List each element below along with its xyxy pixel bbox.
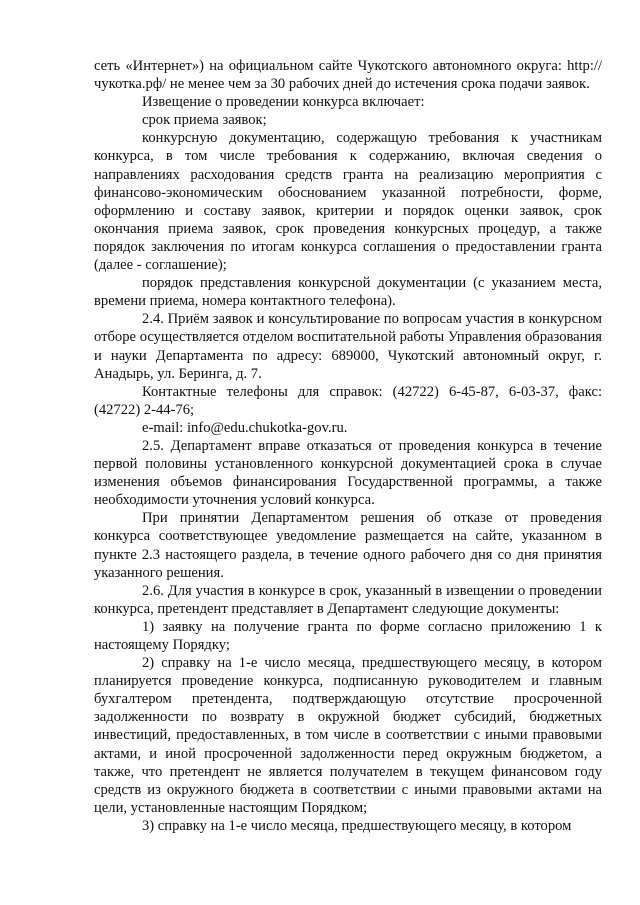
- list-item-debt-certificate: 2) справку на 1-е число месяца, предшествующего месяцу, в котором планируется проведение конкурса, подписанную руководителем и главным бухгалтером претендента, подтверждающую отсутствие просроченной задолженности по возврату в окружной бюджет субсидий, бюджетных инвестиций, предоставленных, в том числе в соответствии с иными правовыми актами, и иной просроченной задолженности перед окружным бюджетом, а также, что претендент не является получателем в текущем финансовом году средств из окружного бюджета в соответствии с иными правовыми актами на цели, установленные настоящим Порядком;: [94, 655, 602, 816]
- list-item-submission-procedure: порядок представления конкурсной документации (с указанием места, времени приема, номера контактного телефона).: [94, 275, 602, 310]
- document-page: [94, 57, 602, 835]
- paragraph-section-2-5: 2.5. Департамент вправе отказаться от проведения конкурса в течение первой половины установленного конкурсной документацией срока в случае изменения объемов финансирования Государственной программы, а также необходимости уточнения условий конкурса.: [94, 437, 602, 509]
- paragraph-notice-contents: Извещение о проведении конкурса включает:: [142, 94, 425, 111]
- paragraph-section-2-6: 2.6. Для участия в конкурсе в срок, указанный в извещении о проведении конкурса, претендент представляет в Департамент следующие документы:: [94, 582, 602, 617]
- list-item-documentation: конкурсную документацию, содержащую требования к участникам конкурса, в том числе требования к содержанию, включая сведения о направлениях расходования средств гранта на реализацию мероприятия с финансово-экономическим обоснованием указанной потребности, форме, оформлению и составу заявок, критерии и порядок оценки заявок, срок окончания приема заявок, срок проведения конкурсных процедур, а также порядок заключения по итогам конкурса соглашения о предоставлении гранта (далее - соглашение);: [94, 130, 602, 274]
- list-item-application: 1) заявку на получение гранта по форме согласно приложению 1 к настоящему Порядку;: [94, 618, 602, 653]
- paragraph-contact-phones: Контактные телефоны для справок: (42722) 6-45-87, 6-03-37, факс: (42722) 2-44-76;: [94, 383, 602, 418]
- list-item-deadline: срок приема заявок;: [142, 112, 267, 129]
- paragraph-publication-notice: сеть «Интернет») на официальном сайте Чукотского автономного округа: http://чукотка.рф/ не менее чем за 30 рабочих дней до истечения срока подачи заявок.: [94, 58, 602, 93]
- paragraph-refusal-notice: При принятии Департаментом решения об отказе от проведения конкурса соответствующее уведомление размещается на сайте, указанном в пункте 2.3 настоящего раздела, в течение одного рабочего дня со дня принятия указанного решения.: [94, 510, 602, 581]
- list-item-certificate-3: 3) справку на 1-е число месяца, предшествующего месяцу, в котором: [142, 817, 572, 834]
- paragraph-email: e-mail: info@edu.chukotka-gov.ru.: [142, 419, 348, 436]
- paragraph-section-2-4: 2.4. Приём заявок и консультирование по вопросам участия в конкурсном отборе осуществляется отделом воспитательной работы Управления образования и науки Департамента по адресу: 689000, Чукотский автономный округ, г. Анадырь, ул. Беринга, д. 7.: [94, 311, 602, 382]
